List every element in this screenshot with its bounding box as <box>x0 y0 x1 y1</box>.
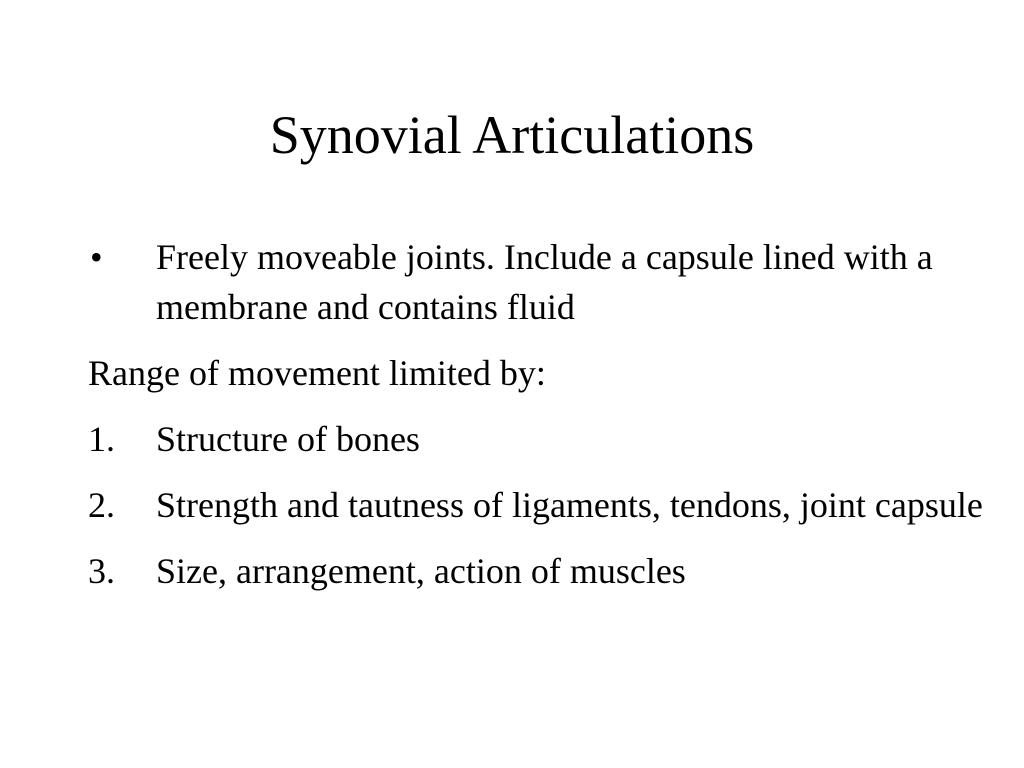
slide-title: Synovial Articulations <box>269 105 755 165</box>
list-item <box>88 480 988 530</box>
list-item-text: Strength and tautness of ligaments, tendons, joint capsule <box>156 485 983 525</box>
slide-body <box>88 232 988 612</box>
bullet-text: Freely moveable joints. Include a capsule lined with a membrane and contains fluid <box>156 237 933 327</box>
list-item <box>88 414 988 464</box>
list-item-text: Structure of bones <box>156 419 420 459</box>
list-number: 3. <box>88 551 115 591</box>
list-number: 1. <box>88 419 115 459</box>
list-number: 2. <box>88 485 115 525</box>
range-heading-text: Range of movement limited by: <box>88 353 546 393</box>
list-item-text: Size, arrangement, action of muscles <box>156 551 686 591</box>
bullet-marker: • <box>90 237 103 277</box>
bullet-item <box>88 232 988 332</box>
list-item <box>88 546 988 596</box>
range-heading <box>88 348 988 398</box>
